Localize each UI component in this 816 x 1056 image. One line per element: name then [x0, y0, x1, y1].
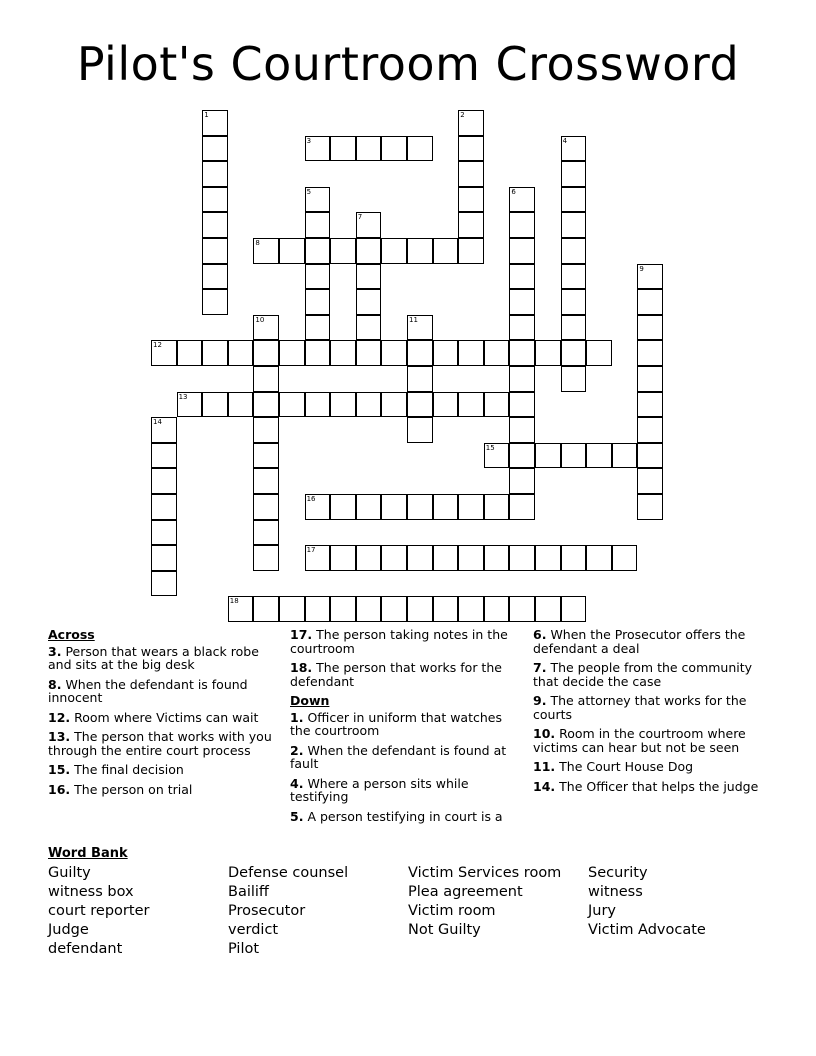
- grid-cell[interactable]: [305, 545, 331, 571]
- grid-cell[interactable]: [509, 212, 535, 238]
- word-bank-item: Prosecutor: [228, 903, 306, 919]
- grid-cell[interactable]: [202, 392, 228, 418]
- grid-cell[interactable]: [433, 238, 459, 264]
- grid-cell[interactable]: [381, 238, 407, 264]
- clue-across-18: 18. The person that works for the defendant: [290, 660, 502, 689]
- grid-cell[interactable]: [381, 136, 407, 162]
- grid-cell[interactable]: [509, 264, 535, 290]
- grid-cell[interactable]: [202, 238, 228, 264]
- grid-cell[interactable]: [561, 161, 587, 187]
- clue-text: Person that wears a black robe and sits at the big desk: [48, 643, 259, 672]
- clue-column-1: [48, 628, 274, 802]
- word-bank-column-2: [228, 864, 348, 959]
- grid-cell[interactable]: [433, 392, 459, 418]
- clue-number-label: 2: [460, 111, 465, 119]
- grid-cell[interactable]: [253, 340, 279, 366]
- grid-cell[interactable]: [458, 187, 484, 213]
- grid-cell[interactable]: [458, 340, 484, 366]
- grid-cell[interactable]: [305, 494, 331, 520]
- clue-text: The people from the community that decide the case: [533, 660, 753, 689]
- grid-cell[interactable]: [509, 238, 535, 264]
- grid-cell[interactable]: [535, 340, 561, 366]
- clue-down-5: 5. A person testifying in court is a: [290, 808, 503, 824]
- grid-cell[interactable]: [612, 545, 638, 571]
- grid-cell[interactable]: [433, 545, 459, 571]
- word-bank-item: Defense counsel: [228, 865, 349, 881]
- clue-down-11: 11. The Court House Dog: [533, 759, 694, 774]
- grid-cell[interactable]: [637, 289, 663, 315]
- grid-cell[interactable]: [561, 187, 587, 213]
- grid-cell[interactable]: [561, 136, 587, 162]
- clue-text: When the Prosecutor offers the defendant a deal: [533, 627, 746, 656]
- grid-cell[interactable]: [509, 187, 535, 213]
- grid-cell[interactable]: [586, 340, 612, 366]
- clue-number: 8: [48, 676, 57, 692]
- grid-cell[interactable]: [637, 494, 663, 520]
- clue-number-label: 8: [255, 239, 260, 247]
- grid-cell[interactable]: [330, 545, 356, 571]
- clue-down-1: 1. Officer in uniform that watches the courtroom: [290, 709, 502, 738]
- grid-cell[interactable]: [253, 392, 279, 418]
- clue-number-label: 1: [204, 111, 209, 119]
- grid-cell[interactable]: [561, 289, 587, 315]
- clue-text: When the defendant is found innocent: [48, 676, 248, 705]
- grid-cell[interactable]: [356, 212, 382, 238]
- grid-cell[interactable]: [330, 238, 356, 264]
- clue-number: 4: [290, 775, 299, 791]
- clue-number-label: 13: [178, 392, 188, 401]
- clue-across-12: 12. Room where Victims can wait: [48, 709, 259, 725]
- grid-cell[interactable]: [509, 289, 535, 315]
- grid-cell[interactable]: [407, 596, 433, 622]
- grid-cell[interactable]: [509, 315, 535, 341]
- grid-cell[interactable]: [253, 494, 279, 520]
- clue-down-7: 7. The people from the community that decide the case: [533, 660, 753, 689]
- grid-cell[interactable]: [561, 315, 587, 341]
- grid-cell[interactable]: [509, 468, 535, 494]
- grid-cell[interactable]: [279, 340, 305, 366]
- grid-cell[interactable]: [305, 596, 331, 622]
- clue-number: 10: [533, 726, 551, 741]
- clue-down-6: 6. When the Prosecutor offers the defendant a deal: [533, 627, 746, 656]
- clue-text: Room where Victims can wait: [74, 709, 259, 725]
- clue-number: 12: [48, 709, 66, 725]
- grid-cell[interactable]: [381, 494, 407, 520]
- grid-cell[interactable]: [381, 596, 407, 622]
- word-bank-column-3: [408, 864, 561, 940]
- clue-text: Where a person sits while testifying: [290, 775, 469, 804]
- grid-cell[interactable]: [253, 417, 279, 443]
- grid-cell[interactable]: [458, 545, 484, 571]
- grid-cell[interactable]: [279, 596, 305, 622]
- clue-across-8: 8. When the defendant is found innocent: [48, 676, 248, 705]
- grid-cell[interactable]: [202, 212, 228, 238]
- clue-number: 2: [290, 742, 299, 758]
- grid-cell[interactable]: [509, 545, 535, 571]
- grid-cell[interactable]: [151, 468, 177, 494]
- grid-cell[interactable]: [356, 494, 382, 520]
- grid-cell[interactable]: [151, 417, 177, 443]
- word-bank-item: verdict: [228, 922, 279, 938]
- grid-cell[interactable]: [253, 443, 279, 469]
- grid-cell[interactable]: [561, 264, 587, 290]
- grid-cell[interactable]: [253, 366, 279, 392]
- grid-cell[interactable]: [484, 443, 510, 469]
- clue-text: The Officer that helps the judge: [559, 778, 759, 794]
- grid-cell[interactable]: [356, 289, 382, 315]
- clue-text: The person that works with you through the entire court process: [48, 729, 272, 758]
- grid-cell[interactable]: [637, 340, 663, 366]
- grid-cell[interactable]: [151, 494, 177, 520]
- grid-cell[interactable]: [484, 494, 510, 520]
- clue-down-4: 4. Where a person sits while testifying: [290, 775, 469, 804]
- word-bank-item: Judge: [48, 922, 89, 938]
- grid-cell[interactable]: [509, 494, 535, 520]
- grid-cell[interactable]: [305, 289, 331, 315]
- grid-cell[interactable]: [407, 545, 433, 571]
- grid-cell[interactable]: [305, 315, 331, 341]
- grid-cell[interactable]: [253, 315, 279, 341]
- grid-cell[interactable]: [407, 366, 433, 392]
- word-bank-item: Bailiff: [228, 884, 269, 900]
- grid-cell[interactable]: [151, 340, 177, 366]
- grid-cell[interactable]: [356, 315, 382, 341]
- grid-cell[interactable]: [586, 443, 612, 469]
- grid-cell[interactable]: [637, 392, 663, 418]
- grid-cell[interactable]: [202, 161, 228, 187]
- grid-cell[interactable]: [356, 340, 382, 366]
- word-bank-item: witness box: [48, 884, 134, 900]
- word-bank-column-1: [48, 864, 149, 959]
- grid-cell[interactable]: [381, 340, 407, 366]
- word-bank-item: Plea agreement: [408, 884, 523, 900]
- clue-across-13: 13. The person that works with you through the entire court process: [48, 729, 272, 758]
- grid-cell[interactable]: [202, 289, 228, 315]
- grid-cell[interactable]: [509, 417, 535, 443]
- grid-cell[interactable]: [484, 545, 510, 571]
- word-bank-item: Jury: [588, 903, 617, 919]
- grid-cell[interactable]: [561, 366, 587, 392]
- clue-number: 9: [533, 693, 542, 708]
- word-bank-item: witness: [588, 884, 643, 900]
- grid-cell[interactable]: [177, 340, 203, 366]
- clue-number-label: 4: [562, 136, 568, 145]
- clue-down-9: 9. The attorney that works for the courts: [533, 693, 747, 722]
- clue-across-16: 16. The person on trial: [48, 781, 193, 797]
- grid-cell[interactable]: [151, 443, 177, 469]
- clue-text: The person on trial: [74, 781, 193, 797]
- grid-cell[interactable]: [509, 596, 535, 622]
- word-bank-item: Not Guilty: [408, 922, 481, 938]
- clue-number: 1: [290, 709, 299, 725]
- grid-cell[interactable]: [202, 340, 228, 366]
- grid-cell[interactable]: [381, 545, 407, 571]
- grid-cell[interactable]: [484, 596, 510, 622]
- grid-cell[interactable]: [253, 545, 279, 571]
- grid-cell[interactable]: [305, 340, 331, 366]
- grid-cell[interactable]: [228, 340, 254, 366]
- clue-number-label: 6: [511, 187, 516, 196]
- clue-text: When the defendant is found at fault: [290, 742, 507, 771]
- grid-cell[interactable]: [458, 212, 484, 238]
- clue-number-label: 9: [639, 264, 644, 273]
- grid-cell[interactable]: [509, 392, 535, 418]
- down-heading: Down: [290, 693, 330, 708]
- clue-text: The person taking notes in the courtroom: [290, 627, 508, 656]
- word-bank-item: defendant: [48, 941, 123, 957]
- grid-cell[interactable]: [253, 238, 279, 264]
- grid-cell[interactable]: [381, 392, 407, 418]
- grid-cell[interactable]: [330, 136, 356, 162]
- clue-text: The final decision: [74, 762, 184, 777]
- grid-cell[interactable]: [305, 392, 331, 418]
- word-bank-item: Guilty: [48, 865, 91, 881]
- grid-cell[interactable]: [458, 136, 484, 162]
- grid-cell[interactable]: [151, 520, 177, 546]
- word-bank-item: Pilot: [228, 941, 260, 957]
- clue-number: 15: [48, 762, 66, 777]
- grid-cell[interactable]: [407, 136, 433, 162]
- grid-cell[interactable]: [253, 520, 279, 546]
- word-bank-item: Security: [588, 865, 648, 881]
- clue-number-label: 5: [306, 187, 312, 196]
- grid-cell[interactable]: [407, 315, 433, 341]
- grid-cell[interactable]: [561, 212, 587, 238]
- clue-number-label: 18: [229, 597, 239, 606]
- clue-text: Officer in uniform that watches the courtroom: [290, 709, 502, 738]
- grid-cell[interactable]: [305, 136, 331, 162]
- clue-number: 5: [290, 808, 299, 824]
- grid-cell[interactable]: [356, 264, 382, 290]
- grid-cell[interactable]: [305, 187, 331, 213]
- clue-column-3: [533, 628, 761, 799]
- grid-cell[interactable]: [561, 545, 587, 571]
- grid-cell[interactable]: [484, 392, 510, 418]
- grid-cell[interactable]: [202, 110, 228, 136]
- clue-text: A person testifying in court is a: [307, 808, 503, 824]
- page-title: Pilot's Courtroom Crossword: [76, 37, 740, 91]
- grid-cell[interactable]: [279, 238, 305, 264]
- word-bank-item: Victim room: [408, 903, 496, 919]
- grid-cell[interactable]: [177, 392, 203, 418]
- clue-number: 3: [48, 643, 57, 659]
- grid-cell[interactable]: [228, 392, 254, 418]
- clue-number-label: 3: [306, 136, 312, 145]
- grid-cell[interactable]: [561, 340, 587, 366]
- grid-cell[interactable]: [305, 238, 331, 264]
- word-bank-column-4: [588, 864, 706, 940]
- grid-cell[interactable]: [356, 392, 382, 418]
- grid-cell[interactable]: [330, 392, 356, 418]
- grid-cell[interactable]: [535, 443, 561, 469]
- clue-number: 6: [533, 627, 542, 642]
- word-bank-item: Victim Advocate: [588, 922, 706, 938]
- grid-cell[interactable]: [535, 596, 561, 622]
- clue-number-label: 10: [255, 315, 265, 324]
- grid-cell[interactable]: [356, 545, 382, 571]
- grid-cell[interactable]: [407, 392, 433, 418]
- grid-cell[interactable]: [458, 238, 484, 264]
- grid-cell[interactable]: [407, 417, 433, 443]
- word-bank-item: Victim Services room: [408, 865, 562, 881]
- grid-cell[interactable]: [433, 596, 459, 622]
- grid-cell[interactable]: [253, 596, 279, 622]
- grid-cell[interactable]: [637, 366, 663, 392]
- grid-cell[interactable]: [330, 340, 356, 366]
- clue-number: 18: [290, 660, 308, 675]
- clue-number: 13: [48, 729, 66, 744]
- clue-number: 16: [48, 781, 66, 797]
- clue-number-label: 16: [306, 495, 316, 503]
- clue-number-label: 14: [153, 418, 162, 427]
- clue-across-17: 17. The person taking notes in the courtroom: [290, 627, 508, 656]
- word-bank-heading: Word Bank: [48, 846, 128, 861]
- grid-cell[interactable]: [202, 264, 228, 290]
- grid-cell[interactable]: [228, 596, 254, 622]
- grid-cell[interactable]: [561, 238, 587, 264]
- grid-cell[interactable]: [458, 110, 484, 136]
- clue-down-10: 10. Room in the courtroom where victims can hear but not be seen: [533, 726, 746, 755]
- clue-across-15: 15. The final decision: [48, 762, 184, 777]
- clue-number-label: 7: [357, 213, 363, 222]
- grid-cell[interactable]: [330, 596, 356, 622]
- across-heading: Across: [48, 627, 95, 642]
- clue-number: 11: [533, 759, 551, 774]
- grid-cell[interactable]: [612, 443, 638, 469]
- grid-cell[interactable]: [407, 494, 433, 520]
- grid-cell[interactable]: [458, 161, 484, 187]
- grid-cell[interactable]: [637, 468, 663, 494]
- clue-column-2: [290, 628, 520, 829]
- grid-cell[interactable]: [561, 443, 587, 469]
- clue-number: 7: [533, 660, 542, 675]
- clue-number-label: 12: [153, 341, 162, 350]
- grid-cell[interactable]: [305, 212, 331, 238]
- clue-number-label: 15: [485, 443, 495, 452]
- word-bank-item: court reporter: [48, 903, 150, 919]
- grid-cell[interactable]: [509, 366, 535, 392]
- grid-cell[interactable]: [279, 392, 305, 418]
- grid-cell[interactable]: [356, 596, 382, 622]
- grid-cell[interactable]: [433, 340, 459, 366]
- clue-number-label: 11: [409, 315, 418, 324]
- grid-cell[interactable]: [637, 315, 663, 341]
- grid-cell[interactable]: [458, 596, 484, 622]
- grid-cell[interactable]: [509, 340, 535, 366]
- clue-number: 17: [290, 627, 308, 642]
- grid-cell[interactable]: [535, 545, 561, 571]
- grid-cell[interactable]: [458, 494, 484, 520]
- grid-cell[interactable]: [330, 494, 356, 520]
- grid-cell[interactable]: [151, 571, 177, 597]
- grid-cell[interactable]: [151, 545, 177, 571]
- clue-text: Room in the courtroom where victims can hear but not be seen: [533, 726, 746, 755]
- clue-number: 14: [533, 778, 551, 794]
- grid-cell[interactable]: [407, 238, 433, 264]
- clue-across-3: 3. Person that wears a black robe and sits at the big desk: [48, 643, 259, 672]
- grid-cell[interactable]: [586, 545, 612, 571]
- grid-cell[interactable]: [637, 264, 663, 290]
- grid-cell[interactable]: [433, 494, 459, 520]
- grid-cell[interactable]: [305, 264, 331, 290]
- grid-cell[interactable]: [509, 443, 535, 469]
- clue-text: The person that works for the defendant: [290, 660, 502, 689]
- clue-text: The attorney that works for the courts: [533, 693, 747, 722]
- grid-cell[interactable]: [356, 136, 382, 162]
- clue-down-2: 2. When the defendant is found at fault: [290, 742, 507, 771]
- clue-down-14: 14. The Officer that helps the judge: [533, 778, 759, 794]
- grid-cell[interactable]: [458, 392, 484, 418]
- grid-cell[interactable]: [202, 187, 228, 213]
- grid-cell[interactable]: [561, 596, 587, 622]
- grid-cell[interactable]: [356, 238, 382, 264]
- clue-text: The Court House Dog: [559, 759, 694, 774]
- grid-cell[interactable]: [253, 468, 279, 494]
- grid-cell[interactable]: [407, 340, 433, 366]
- grid-cell[interactable]: [484, 340, 510, 366]
- grid-cell[interactable]: [637, 443, 663, 469]
- clue-number-label: 17: [306, 546, 316, 555]
- grid-cell[interactable]: [637, 417, 663, 443]
- grid-cell[interactable]: [202, 136, 228, 162]
